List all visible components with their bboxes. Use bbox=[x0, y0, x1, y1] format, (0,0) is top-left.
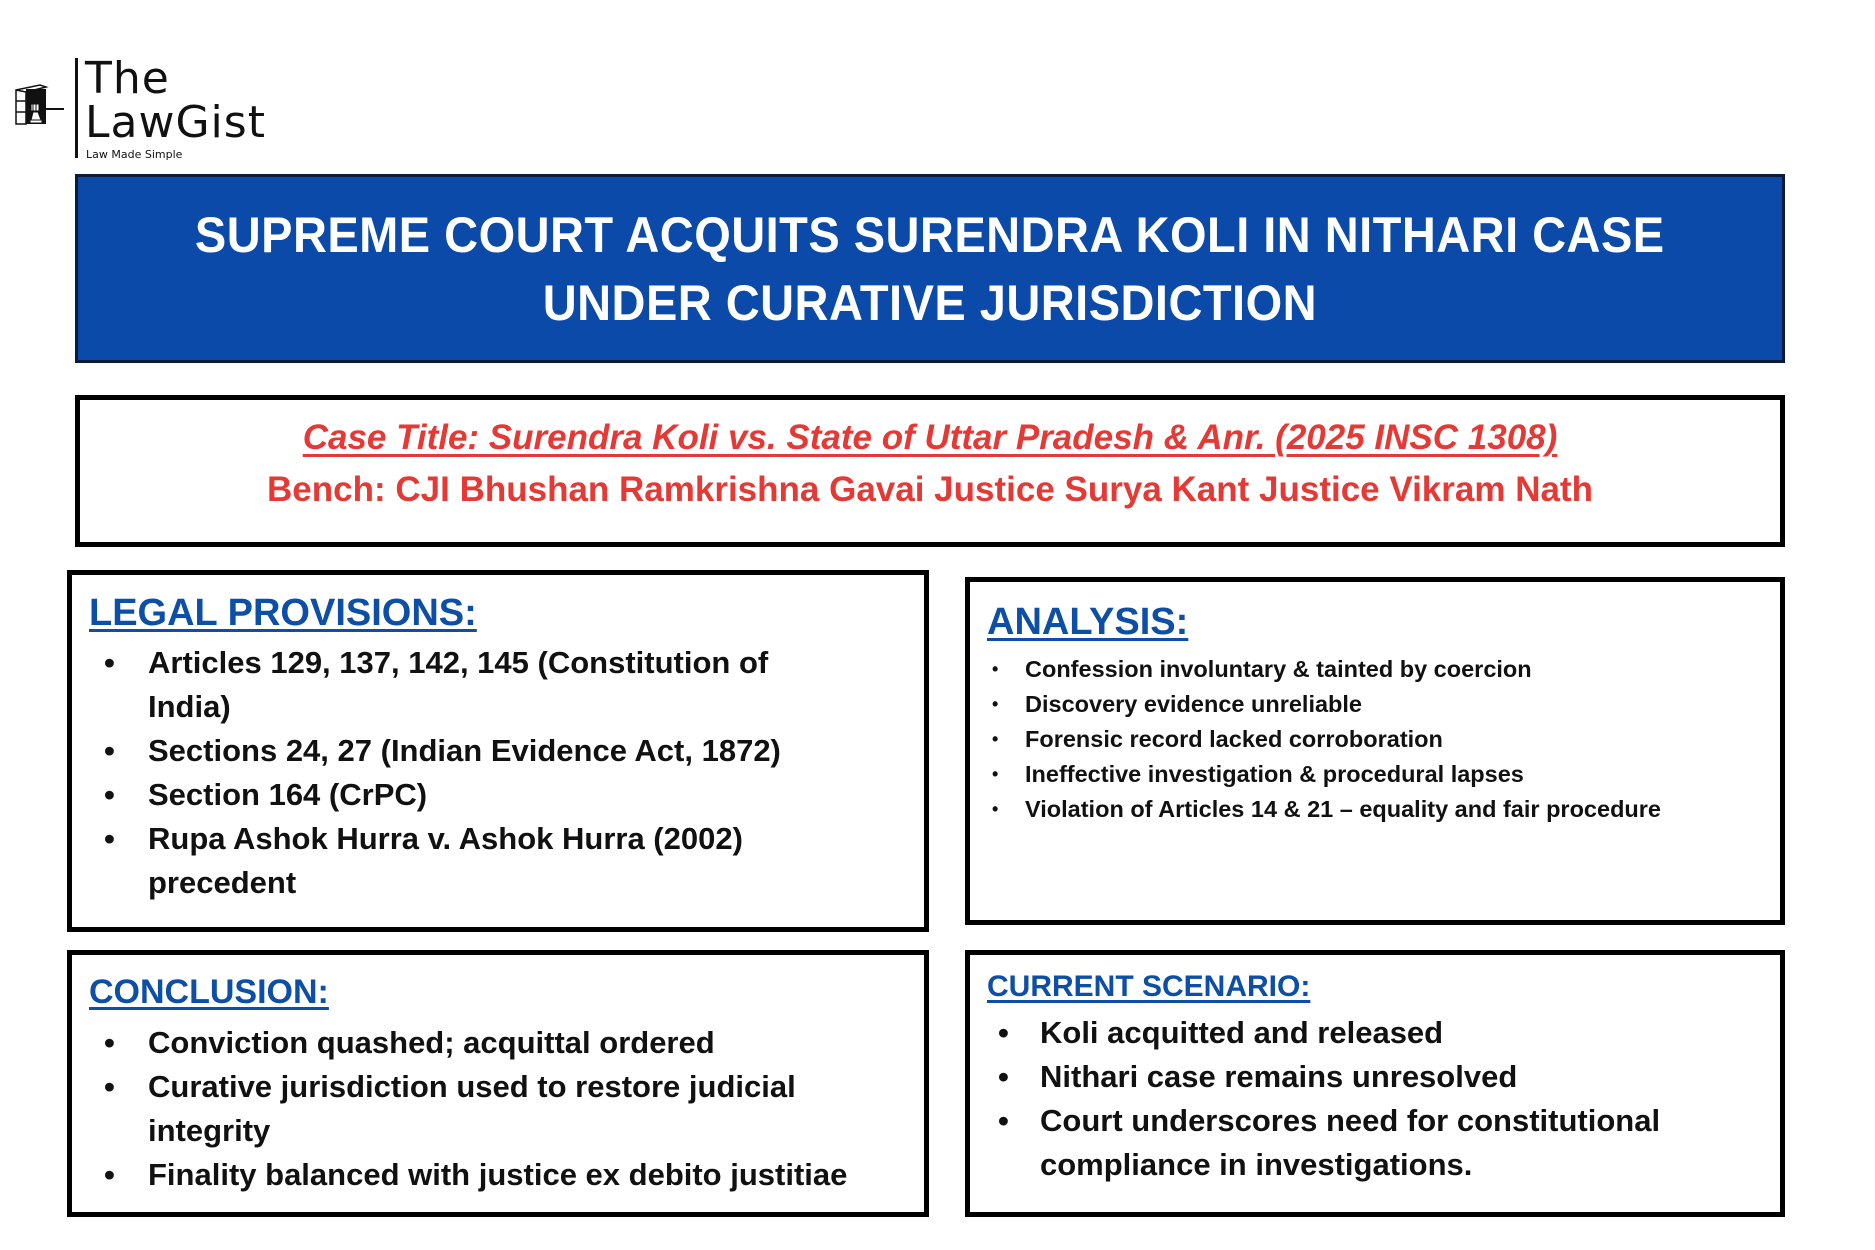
list-item bbox=[72, 1021, 912, 1065]
list-item-text: Conviction quashed; acquittal ordered bbox=[148, 1025, 715, 1060]
legal-provisions-list bbox=[72, 641, 912, 905]
list-item bbox=[72, 817, 912, 905]
bullet-icon: • bbox=[998, 1103, 1009, 1138]
conclusion-panel bbox=[67, 950, 929, 1217]
bullet-icon: • bbox=[998, 1059, 1009, 1094]
case-bench: Bench: CJI Bhushan Ramkrishna Gavai Justice Surya Kant Justice Vikram Nath bbox=[267, 470, 1593, 509]
list-item bbox=[970, 687, 1780, 722]
headline-line-2: UNDER CURATIVE JURISDICTION bbox=[542, 274, 1318, 331]
bullet-icon: • bbox=[104, 645, 115, 680]
list-item-text: Section 164 (CrPC) bbox=[148, 777, 428, 812]
list-item-text: Articles 129, 137, 142, 145 (Constitution of India) bbox=[148, 645, 769, 724]
list-item bbox=[970, 757, 1780, 792]
headline-line-1: SUPREME COURT ACQUITS SURENDRA KOLI IN NITHARI CASE bbox=[195, 206, 1665, 263]
conclusion-list bbox=[72, 1021, 912, 1197]
bullet-icon: • bbox=[992, 659, 999, 679]
list-item bbox=[970, 1055, 1770, 1099]
case-info-box bbox=[75, 395, 1785, 547]
case-title: Case Title: Surendra Koli vs. State of Uttar Pradesh & Anr. (2025 INSC 1308) bbox=[302, 418, 1558, 457]
list-item bbox=[72, 1065, 912, 1153]
list-item-text: Nithari case remains unresolved bbox=[1040, 1059, 1518, 1094]
bullet-icon: • bbox=[992, 799, 999, 819]
logo-text-lawgist: LawGist bbox=[85, 97, 266, 148]
list-item-text: Violation of Articles 14 & 21 – equality and fair procedure bbox=[1025, 796, 1661, 822]
list-item-text: Rupa Ashok Hurra v. Ashok Hurra (2002) precedent bbox=[148, 821, 743, 900]
bullet-icon: • bbox=[104, 733, 115, 768]
list-item-text: Koli acquitted and released bbox=[1040, 1015, 1444, 1050]
bullet-icon: • bbox=[992, 694, 999, 714]
current-scenario-list bbox=[970, 1011, 1770, 1187]
list-item bbox=[72, 641, 912, 729]
bullet-icon: • bbox=[992, 764, 999, 784]
headline-banner bbox=[75, 174, 1785, 363]
list-item-text: Finality balanced with justice ex debito justitiae bbox=[148, 1157, 848, 1192]
analysis-list bbox=[970, 652, 1780, 827]
list-item bbox=[970, 722, 1780, 757]
list-item bbox=[970, 1011, 1770, 1055]
bullet-icon: • bbox=[104, 1025, 115, 1060]
current-scenario-heading: CURRENT SCENARIO: bbox=[987, 970, 1311, 1003]
list-item bbox=[970, 792, 1780, 827]
bullet-icon: • bbox=[104, 777, 115, 812]
brand-logo bbox=[12, 53, 292, 164]
bullet-icon: • bbox=[998, 1015, 1009, 1050]
legal-provisions-panel bbox=[67, 570, 929, 932]
analysis-heading: ANALYSIS: bbox=[987, 601, 1189, 643]
list-item bbox=[970, 652, 1780, 687]
bullet-icon: • bbox=[104, 1069, 115, 1104]
bullet-icon: • bbox=[992, 729, 999, 749]
bullet-icon: • bbox=[104, 821, 115, 856]
list-item bbox=[970, 1099, 1770, 1187]
law-book-gavel-icon bbox=[14, 84, 72, 128]
logo-text-the: The bbox=[85, 53, 170, 104]
list-item-text: Confession involuntary & tainted by coercion bbox=[1025, 656, 1532, 682]
current-scenario-panel bbox=[965, 950, 1785, 1217]
list-item-text: Discovery evidence unreliable bbox=[1025, 691, 1362, 717]
list-item-text: Ineffective investigation & procedural lapses bbox=[1025, 761, 1524, 787]
list-item-text: Curative jurisdiction used to restore judicial integrity bbox=[148, 1069, 796, 1148]
bullet-icon: • bbox=[104, 1157, 115, 1192]
logo-divider bbox=[75, 58, 78, 158]
list-item bbox=[72, 773, 912, 817]
list-item bbox=[72, 1153, 912, 1197]
list-item-text: Court underscores need for constitutional compliance in investigations. bbox=[1040, 1103, 1661, 1182]
list-item-text: Sections 24, 27 (Indian Evidence Act, 1872) bbox=[148, 733, 781, 768]
list-item-text: Forensic record lacked corroboration bbox=[1025, 726, 1443, 752]
list-item bbox=[72, 729, 912, 773]
legal-provisions-heading: LEGAL PROVISIONS: bbox=[89, 592, 477, 634]
logo-tagline: Law Made Simple bbox=[86, 148, 183, 161]
analysis-panel bbox=[965, 577, 1785, 925]
conclusion-heading: CONCLUSION: bbox=[89, 973, 329, 1011]
